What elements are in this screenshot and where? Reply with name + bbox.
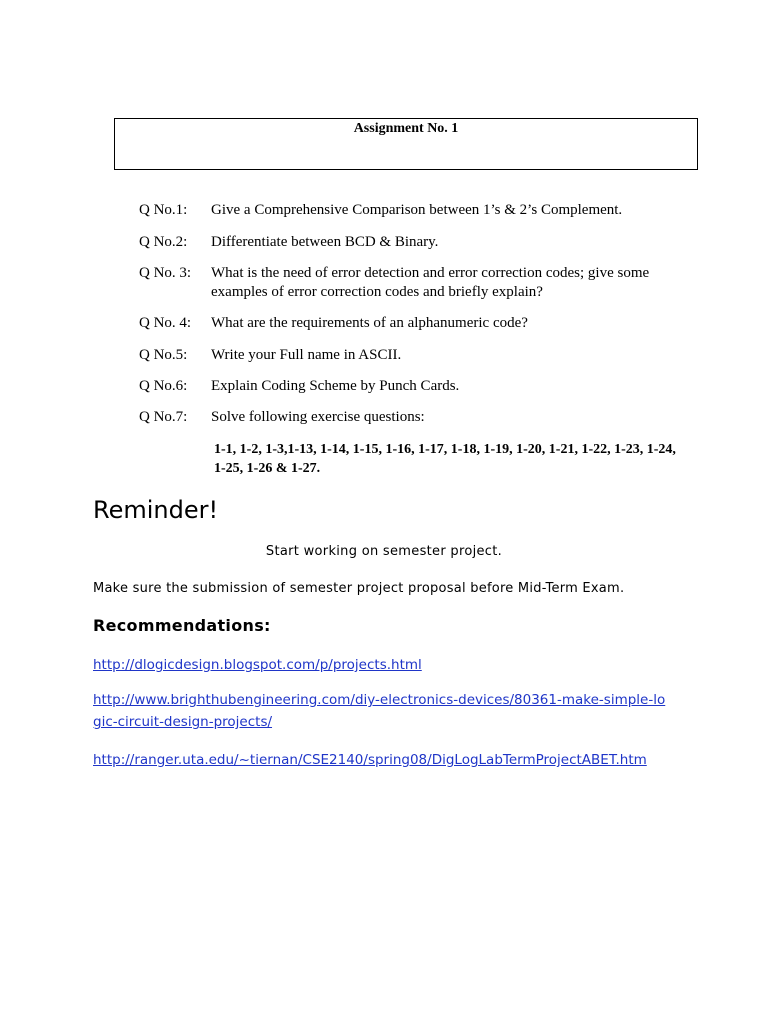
exercise-list: 1-1, 1-2, 1-3,1-13, 1-14, 1-15, 1-16, 1-17, 1-18, 1-19, 1-20, 1-21, 1-22, 1-23, 1-24, 1-25, 1-26 & 1-27. (214, 442, 676, 476)
question-text: Explain Coding Scheme by Punch Cards. (211, 378, 460, 394)
question-label: Q No. 3: (139, 265, 192, 281)
question-text: Differentiate between BCD & Binary. (211, 234, 439, 250)
question-label: Q No.2: (139, 234, 188, 250)
question-text: Solve following exercise questions: (211, 409, 425, 425)
question-label: Q No.1: (139, 202, 188, 218)
question-label: Q No.6: (139, 378, 188, 394)
question-text: What is the need of error detection and error correction codes; give some examples of error correction codes and briefly explain? (211, 265, 650, 300)
reminder-heading: Reminder! (93, 496, 219, 524)
assignment-title-box (114, 118, 698, 170)
question-label: Q No.7: (139, 409, 188, 425)
recommendation-link-2[interactable]: http://www.brighthubengineering.com/diy-electronics-devices/80361-make-simple-logic-circuit-design-projects/ (93, 692, 666, 730)
recommendation-link-1[interactable]: http://dlogicdesign.blogspot.com/p/projects.html (93, 657, 422, 673)
recommendations-heading: Recommendations: (93, 616, 271, 635)
question-text: What are the requirements of an alphanumeric code? (211, 315, 528, 331)
question-label: Q No. 4: (139, 315, 192, 331)
recommendation-link-3[interactable]: http://ranger.uta.edu/~tiernan/CSE2140/spring08/DigLogLabTermProjectABET.htm (93, 752, 647, 768)
reminder-text-2: Make sure the submission of semester project proposal before Mid-Term Exam. (93, 581, 625, 596)
question-text: Write your Full name in ASCII. (211, 347, 402, 363)
assignment-title: Assignment No. 1 (353, 121, 459, 136)
question-label: Q No.5: (139, 347, 188, 363)
question-text: Give a Comprehensive Comparison between 1’s & 2’s Complement. (211, 202, 623, 218)
reminder-text-1: Start working on semester project. (265, 544, 503, 559)
